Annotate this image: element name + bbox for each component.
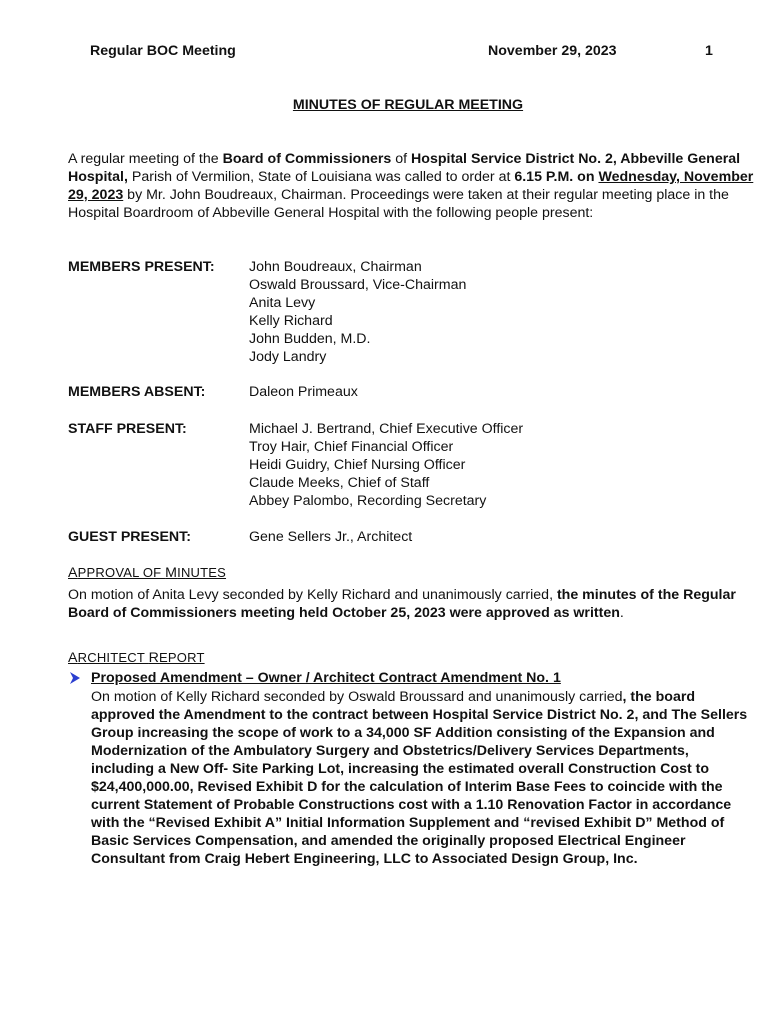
approval-bold-text: the minutes of the Regular Board of Commissioners meeting held October 25, 2023 were approved as written — [68, 587, 736, 621]
list-item: John Boudreaux, Chairman — [249, 259, 422, 275]
header-page-number: 1 — [705, 43, 713, 59]
architect-motion-bold: , the board approved the Amendment to the contract between Hospital Service District No. 2, and The Sellers Group increasing the scope of work to a 34,000 SF Addition consisting of the Expansion and Modernization of the Ambulatory Surgery and Obstetrics/Delivery Services Departments, including a New Off- Site Parking Lot, increasing the estimated overall Construction Cost to $24,400,000.00, Revised Exhibit D for the calculation of Interim Base Fees to coincide with the current Statement of Probable Constructions cost with a 1.10 Renovation Factor in accordance with the “Revised Exhibit A” Initial Information Supplement and “revised Exhibit D” Method of Basic Services Compensation, and amended the originally proposed Electrical Engineer Consultant from Craig Hebert Engineering, LLC to Associated Design Group, Inc. — [91, 689, 748, 867]
list-item: Jody Landry — [249, 349, 327, 365]
approval-heading: APPROVAL OF MINUTES — [68, 565, 227, 581]
approval-paragraph: On motion of Anita Levy seconded by Kelly Richard and unanimously carried, the minutes of the Regular Board of Commissioners meeting held October 25, 2023 were approved as written. — [68, 587, 736, 621]
guest-present-list — [249, 528, 412, 546]
list-item: Michael J. Bertrand, Chief Executive Officer — [249, 421, 524, 437]
list-item: Abbey Palombo, Recording Secretary — [249, 493, 487, 509]
arrow-bullet-icon — [68, 671, 82, 685]
list-item: Anita Levy — [249, 295, 316, 311]
members-present-label: MEMBERS PRESENT: — [68, 259, 215, 275]
list-item: Oswald Broussard, Vice-Chairman — [249, 277, 467, 293]
intro-text-2: of — [391, 151, 412, 167]
list-item: Claude Meeks, Chief of Staff — [249, 475, 430, 491]
intro-text-3: Parish of Vermilion, State of Louisiana was called to order at — [127, 169, 515, 185]
members-absent-list — [249, 383, 358, 401]
guest-present-label: GUEST PRESENT: — [68, 529, 191, 545]
intro-district: Hospital Service District No. 2, Abbeville General Hospital, — [68, 151, 741, 185]
page-title: MINUTES OF REGULAR MEETING — [292, 97, 524, 113]
list-item: Daleon Primeaux — [249, 384, 358, 400]
intro-board: Board of Commissioners — [222, 151, 392, 167]
list-item: Heidi Guidry, Chief Nursing Officer — [249, 457, 466, 473]
approval-text: On motion of Anita Levy seconded by Kelly Richard and unanimously carried, — [68, 587, 557, 603]
architect-motion-text: On motion of Kelly Richard seconded by Oswald Broussard and unanimously carried — [91, 689, 623, 705]
list-item: Gene Sellers Jr., Architect — [249, 529, 413, 545]
staff-present-list — [249, 420, 523, 510]
list-item: John Budden, M.D. — [249, 331, 371, 347]
intro-paragraph — [68, 150, 758, 222]
list-item: Kelly Richard — [249, 313, 333, 329]
members-absent-label: MEMBERS ABSENT: — [68, 384, 206, 400]
intro-text-5: by Mr. John Boudreaux, Chairman. Proceedings were taken at their regular meeting place in the Hospital Boardroom of Abbeville General Hospital with the following people present: — [68, 187, 729, 221]
intro-day: Wednesday, November 29, 2023 — [68, 169, 754, 203]
list-item: Troy Hair, Chief Financial Officer — [249, 439, 454, 455]
intro-time: 6.15 P.M. on — [514, 169, 595, 185]
staff-present-label: STAFF PRESENT: — [68, 421, 187, 437]
members-present-list — [249, 258, 466, 366]
header-meeting-name: Regular BOC Meeting — [90, 43, 236, 59]
architect-item-title: Proposed Amendment – Owner / Architect Contract Amendment No. 1 — [91, 670, 561, 686]
architect-report-heading: ARCHITECT REPORT — [68, 650, 205, 666]
header-date: November 29, 2023 — [488, 43, 617, 59]
architect-item-paragraph — [91, 688, 751, 868]
intro-text-1: A regular meeting of the — [68, 151, 223, 167]
